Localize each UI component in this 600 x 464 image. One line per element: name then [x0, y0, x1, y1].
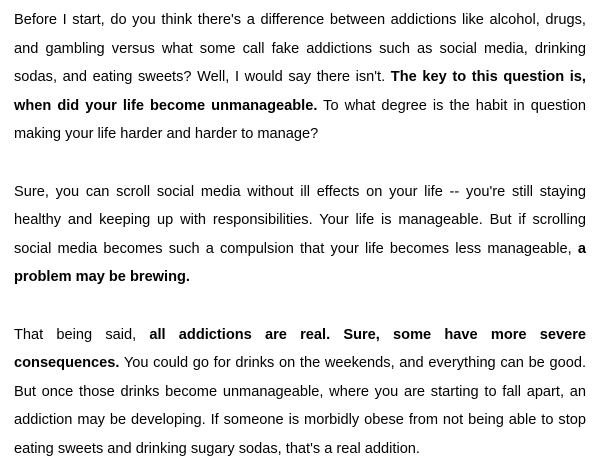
paragraph-1-emphasis: The key to this question is, when did your life become unmanageable.	[14, 69, 586, 114]
paragraph-3-text: That being said,	[14, 326, 150, 343]
paragraph-3-text-end: You could go for drinks on the weekends, and everything can be good. But once those drinks become unmanageable, where you are starting to fall apart, an addiction may be developing. If someone is morbidly obese from not being able to stop eating sweets and drinking sugary sodas, that's a real addition.	[14, 355, 586, 457]
paragraph-1-text-end: To what degree is the habit in question making your life harder and harder to manage?	[14, 97, 586, 143]
paragraph-3	[14, 321, 586, 464]
paragraph-3-emphasis: all addictions are real. Sure, some have more severe consequences.	[14, 326, 587, 372]
paragraph-2-text: Sure, you can scroll social media without ill effects on your life -- you're still staying healthy and keeping up with responsibilities. Your life is manageable. But if scrolling social media becomes such a compulsion that your life becomes less manageable,	[14, 183, 586, 257]
paragraph-1-text: Before I start, do you think there's a difference between addictions like alcohol, drugs, and gambling versus what some call fake addictions such as social media, drinking sodas, and eating sweets? Well, I would say there isn't.	[14, 12, 586, 86]
paragraph-2	[14, 178, 586, 292]
paragraph-1	[14, 6, 586, 149]
paragraph-2-emphasis: a problem may be brewing.	[14, 240, 586, 286]
